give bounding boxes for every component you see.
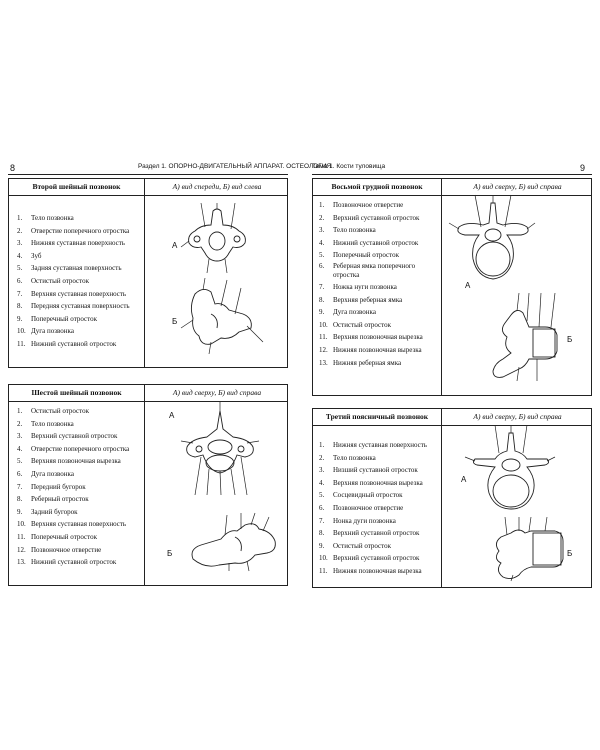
figure-label-a: А bbox=[461, 475, 467, 484]
card-column-divider bbox=[144, 385, 145, 585]
list-item: 11. Нижний суставной отросток bbox=[17, 339, 117, 348]
running-head: Тема 1. Кости туловища bbox=[312, 163, 386, 170]
list-item: 8. Верхняя реберная ямка bbox=[319, 295, 403, 304]
list-item: 2. Тело позвонка bbox=[17, 419, 74, 428]
card-eighth-thoracic-vertebra bbox=[312, 178, 592, 396]
figure-label-b: Б bbox=[567, 335, 573, 344]
list-item: 10. Верхняя суставная поверхность bbox=[17, 520, 127, 529]
list-item: 4. Зуб bbox=[17, 251, 42, 260]
list-item: 10. Верхний суставной отросток bbox=[319, 554, 420, 563]
t8-top-view-illustration bbox=[453, 201, 533, 283]
list-item: 8. Верхний суставной отросток bbox=[319, 529, 420, 538]
card-column-divider bbox=[441, 409, 442, 587]
list-item: 5. Верхняя позвоночная вырезка bbox=[17, 457, 121, 466]
page-number: 8 bbox=[10, 163, 16, 173]
figure-label-b: Б bbox=[172, 317, 178, 326]
list-item: 8. Реберный отросток bbox=[17, 495, 89, 504]
list-item: 13. Нижняя реберная ямка bbox=[319, 358, 402, 367]
list-item: 10. Остистый отросток bbox=[319, 320, 392, 329]
axis-left-view-illustration bbox=[181, 284, 263, 354]
header-rule bbox=[8, 174, 288, 175]
list-item: 8. Передняя суставная поверхность bbox=[17, 302, 130, 311]
card-header bbox=[9, 385, 287, 402]
term-list bbox=[17, 212, 130, 351]
card-views-caption: А) вид сверху, Б) вид справа bbox=[473, 412, 562, 421]
list-item: 5. Задняя суставная поверхность bbox=[17, 264, 122, 273]
list-item: 6. Позвоночное отверстие bbox=[319, 503, 404, 512]
list-item: 1. Позвоночное отверстие bbox=[319, 201, 404, 209]
list-item: 1. Нижняя суставная поверхность bbox=[319, 441, 427, 449]
list-item: 1. Остистый отросток bbox=[17, 407, 90, 415]
card-column-divider bbox=[144, 179, 145, 367]
list-item: 7. Нонка дуги позвонка bbox=[319, 516, 396, 525]
t8-right-view-illustration bbox=[489, 297, 565, 381]
list-item: 2. Отверстие поперечного отростка bbox=[17, 226, 130, 235]
right-page bbox=[300, 0, 600, 750]
list-item: 5. Сосцевидный отросток bbox=[319, 491, 403, 500]
figure-label-a: А bbox=[172, 241, 178, 250]
header-rule bbox=[312, 174, 592, 175]
page-number: 9 bbox=[580, 163, 586, 173]
c6-top-view-illustration bbox=[181, 407, 259, 495]
list-item: 1. Тело позвонка bbox=[17, 214, 74, 222]
card-header bbox=[313, 179, 591, 196]
running-head: Раздел 1. ОПОРНО-ДВИГАТЕЛЬНЫЙ АППАРАТ. ОСТЕОЛОГИЯ bbox=[138, 163, 332, 170]
card-views-caption: А) вид сверху, Б) вид справа bbox=[172, 388, 262, 397]
list-item: 3. Низший суставной отросток bbox=[319, 466, 418, 475]
card-sixth-cervical-vertebra bbox=[8, 384, 288, 586]
list-item: 11. Нижняя позвоночная вырезка bbox=[319, 566, 422, 575]
l3-right-view-illustration bbox=[489, 517, 567, 581]
list-item: 13. Нижний суставной отросток bbox=[17, 558, 117, 567]
card-header bbox=[9, 179, 287, 196]
card-title: Третий поясничный позвонок bbox=[325, 412, 429, 421]
figure-label-b: Б bbox=[167, 549, 173, 558]
list-item: 10. Дуга позвонка bbox=[17, 327, 74, 336]
list-item: 5. Поперечный отросток bbox=[319, 251, 400, 260]
list-item: 9. Поперечный отросток bbox=[17, 314, 98, 323]
list-item: 7. Верхняя суставная поверхность bbox=[17, 289, 127, 298]
card-title: Восьмой грудной позвонок bbox=[331, 182, 423, 191]
list-item: 4. Верхняя позвоночная вырезка bbox=[319, 478, 423, 487]
list-item: 11. Поперечный отросток bbox=[17, 532, 98, 541]
list-item: 6. Дуга позвонка bbox=[17, 469, 74, 478]
list-item: 4. Нижний суставной отросток bbox=[319, 238, 419, 247]
list-item: 6. Реберная ямка поперечного отростка bbox=[319, 261, 416, 280]
l3-top-view-illustration bbox=[471, 431, 551, 511]
card-views-caption: А) вид сверху, Б) вид справа bbox=[473, 182, 562, 191]
figure-label-a: А bbox=[465, 281, 471, 290]
list-item: 7. Ножка нуги позвонка bbox=[319, 282, 397, 291]
list-item: 12. Позвоночное отверстие bbox=[17, 545, 102, 554]
list-item: 4. Отверстие поперечного отростка bbox=[17, 444, 130, 453]
list-item: 3. Тело позвонка bbox=[319, 226, 376, 235]
card-views-caption: А) вид спереди, Б) вид слева bbox=[172, 182, 262, 191]
list-item: 7. Передний бугорок bbox=[17, 482, 86, 491]
card-second-cervical-vertebra bbox=[8, 178, 288, 368]
list-item: 2. Верхний суставной отросток bbox=[319, 213, 420, 222]
c6-right-view-illustration bbox=[185, 515, 279, 571]
list-item: 12. Нижняя позвоночная вырезка bbox=[319, 345, 422, 354]
list-item: 2. Тело позвонка bbox=[319, 453, 376, 462]
figure-label-b: Б bbox=[567, 549, 573, 558]
list-item: 3. Нижняя суставная поверхность bbox=[17, 239, 125, 248]
card-title: Второй шейный позвонок bbox=[32, 182, 121, 191]
list-item: 9. Задний бугорок bbox=[17, 507, 78, 516]
list-item: 11. Верхняя позвоночная вырезка bbox=[319, 333, 423, 342]
list-item: 9. Дуга позвонка bbox=[319, 308, 376, 317]
card-third-lumbar-vertebra bbox=[312, 408, 592, 588]
list-item: 3. Верхний суставной отросток bbox=[17, 432, 118, 441]
term-list bbox=[17, 405, 129, 569]
card-title: Шестой шейный позвонок bbox=[31, 388, 122, 397]
card-header bbox=[313, 409, 591, 426]
term-list bbox=[319, 439, 427, 578]
figure-label-a: А bbox=[169, 411, 175, 420]
list-item: 9. Остистый отросток bbox=[319, 541, 392, 550]
term-list bbox=[319, 199, 443, 369]
list-item: 6. Остистый отросток bbox=[17, 276, 90, 285]
axis-front-view-illustration bbox=[181, 207, 253, 273]
